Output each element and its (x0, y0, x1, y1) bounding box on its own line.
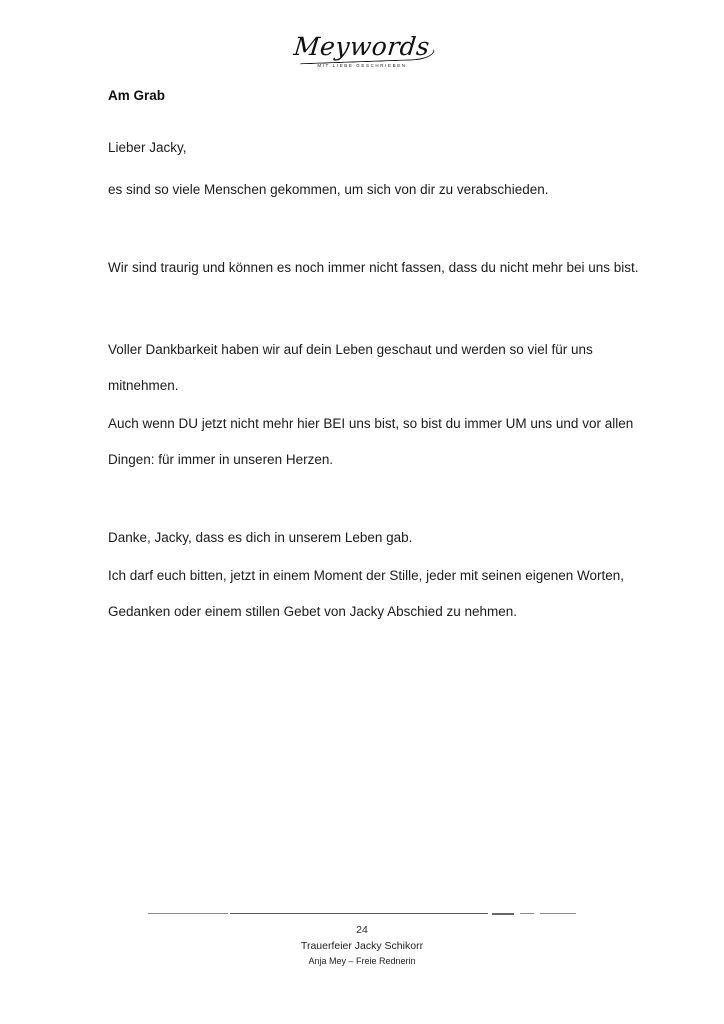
divider-segment (492, 913, 514, 915)
paragraph-1: es sind so viele Menschen gekommen, um sich von dir zu verabschieden. (108, 182, 549, 198)
page-footer (0, 908, 724, 969)
footer-divider (148, 908, 576, 918)
footer-author: Anja Mey – Freie Rednerin (308, 956, 416, 966)
page-number: 24 (356, 924, 368, 936)
brand-wordmark: Meywords (292, 32, 432, 61)
paragraph-5: Danke, Jacky, dass es dich in unserem Leben gab. (108, 530, 413, 546)
brand-tagline: MIT LIEBE GESCHRIEBEN (317, 63, 407, 68)
paragraph-6: Ich darf euch bitten, jetzt in einem Moment der Stille, jeder mit seinen eigenen Worten, Gedanken oder einem stillen Gebet von Jacky Abschied zu nehmen. (108, 568, 625, 620)
divider-segment (540, 913, 576, 914)
page-title: Am Grab (108, 88, 166, 103)
divider-segment (230, 913, 488, 914)
divider-segment (148, 913, 228, 914)
paragraph-2: Wir sind traurig und können es noch immer nicht fassen, dass du nicht mehr bei uns bist. (108, 260, 639, 276)
divider-segment (520, 913, 534, 914)
document-body (108, 86, 648, 630)
footer-title: Trauerfeier Jacky Schikorr (300, 940, 424, 952)
brand-logo (0, 34, 724, 69)
paragraph-salutation: Lieber Jacky, (108, 140, 187, 156)
paragraph-3: Voller Dankbarkeit haben wir auf dein Leben geschaut und werden so viel für uns mitnehmen. (108, 342, 593, 394)
paragraph-4: Auch wenn DU jetzt nicht mehr hier BEI uns bist, so bist du immer UM uns und vor allen Dingen: für immer in unseren Herzen. (108, 416, 634, 468)
